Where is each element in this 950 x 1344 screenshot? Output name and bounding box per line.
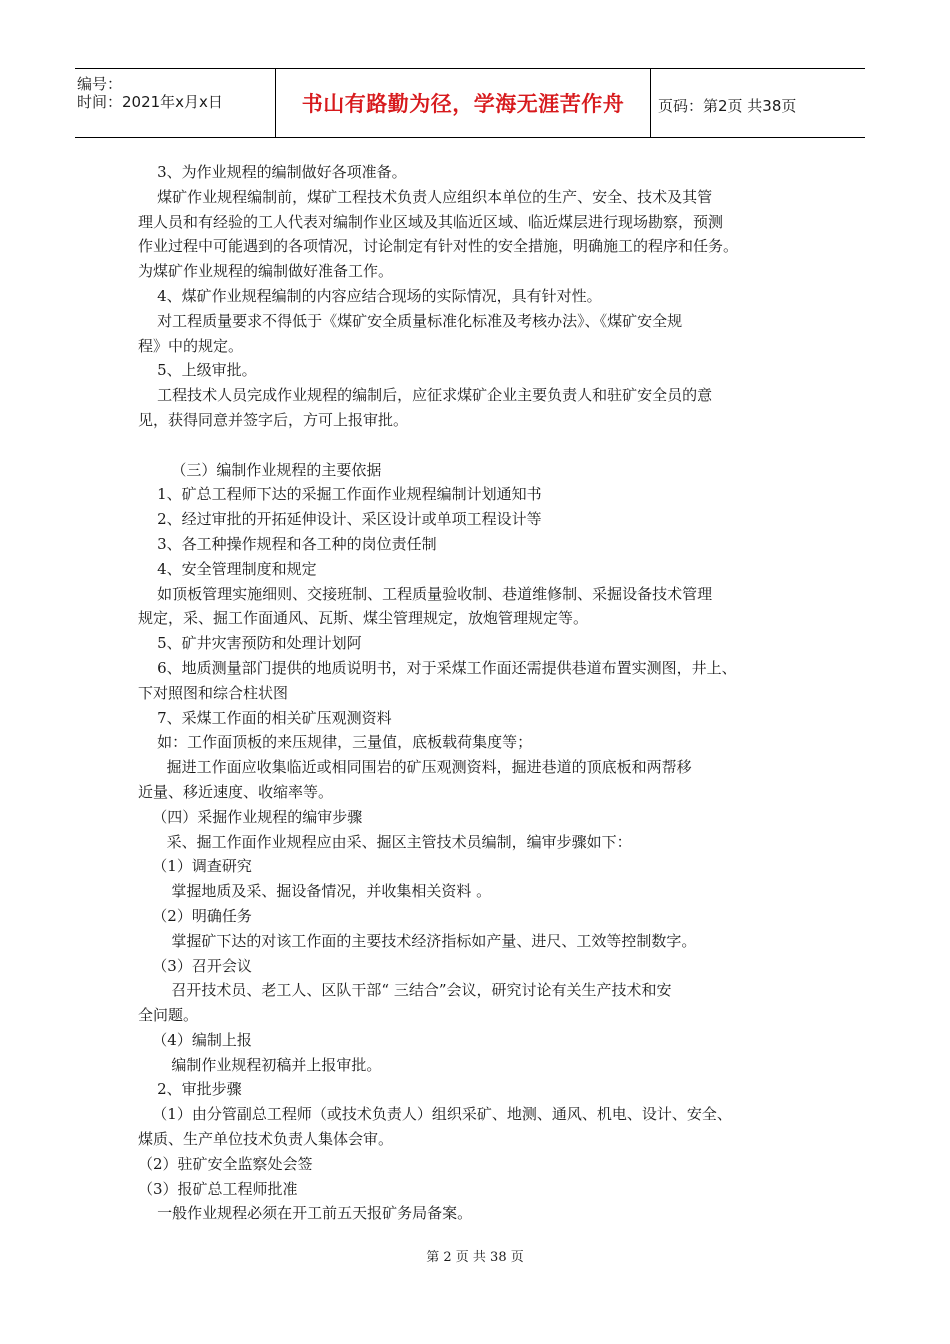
body-line: （3）报矿总工程师批准 [138, 1179, 298, 1198]
body-line: 5、上级审批。 [138, 361, 257, 380]
body-line: （2）驻矿安全监察处会签 [138, 1154, 313, 1173]
body-line: （1）调查研究 [138, 857, 252, 876]
body-line: 3、各工种操作规程和各工种的岗位责任制 [138, 534, 437, 553]
body-line: 作业过程中可能遇到的各项情况，讨论制定有针对性的安全措施，明确施工的程序和任务。 [138, 237, 739, 256]
body-line: 工程技术人员完成作业规程的编制后，应征求煤矿企业主要负责人和驻矿安全员的意 [138, 386, 713, 405]
body-line: 4、煤矿作业规程编制的内容应结合现场的实际情况，具有针对性。 [138, 286, 602, 305]
body-line: 程》中的规定。 [138, 336, 244, 355]
header-left-cell [75, 69, 276, 137]
body-line: 如顶板管理实施细则、交接班制、工程质量验收制、巷道维修制、采掘设备技术管理 [138, 584, 713, 603]
body-line: 掘进工作面应收集临近或相同围岩的矿压观测资料，掘进巷道的顶底板和两帮移 [138, 758, 692, 777]
body-line: （4）编制上报 [138, 1030, 252, 1049]
body-line: 全问题。 [138, 1006, 199, 1025]
body-line: （四）采掘作业规程的编审步骤 [138, 807, 363, 826]
blank-line [138, 433, 828, 458]
body-line: 采、掘工作面作业规程应由采、掘区主管技术员编制，编审步骤如下： [138, 832, 632, 851]
page-footer: 第 2 页 共 38 页 [426, 1250, 524, 1265]
body-line: 7、采煤工作面的相关矿压观测资料 [138, 708, 392, 727]
header-motto: 书山有路勤为径，学海无涯苦作舟 [276, 69, 651, 137]
body-line: 对工程质量要求不得低于《煤矿安全质量标准化标准及考核办法》、《煤矿安全规 [138, 311, 683, 330]
body-line: （2）明确任务 [138, 906, 252, 925]
body-line: （1）由分管副总工程师（或技术负责人）组织采矿、地测、通风、机电、设计、安全、 [138, 1105, 732, 1124]
body-line: 见，获得同意并签字后，方可上报审批。 [138, 410, 409, 429]
body-line: 召开技术员、老工人、区队干部“ 三结合”会议，研究讨论有关生产技术和安 [138, 981, 672, 1000]
body-line: 煤矿作业规程编制前，煤矿工程技术负责人应组织本单位的生产、安全、技术及其管 [138, 187, 713, 206]
body-line: 6、地质测量部门提供的地质说明书，对于采煤工作面还需提供巷道布置实测图，井上、 [138, 658, 737, 677]
body-line: 理人员和有经验的工人代表对编制作业区域及其临近区域、临近煤层进行现场勘察，预测 [138, 212, 724, 231]
body-line: 煤质、生产单位技术负责人集体会审。 [138, 1130, 394, 1149]
document-body [138, 160, 828, 1226]
body-line: （3）召开会议 [138, 956, 252, 975]
body-line: 掌握矿下达的对该工作面的主要技术经济指标如产量、进尺、工效等控制数字。 [138, 931, 697, 950]
header-page-label: 页码：第2页 共38页 [658, 97, 797, 115]
body-line: 2、经过审批的开拓延伸设计、采区设计或单项工程设计等 [138, 510, 542, 529]
body-line: 1、矿总工程师下达的采掘工作面作业规程编制计划通知书 [138, 485, 542, 504]
body-line: 编制作业规程初稿并上报审批。 [138, 1055, 382, 1074]
body-line: 2、审批步骤 [138, 1080, 242, 1099]
body-line: 3、为作业规程的编制做好各项准备。 [138, 163, 407, 181]
body-line: （三）编制作业规程的主要依据 [138, 460, 382, 479]
body-line: 5、矿井灾害预防和处理计划阿 [138, 634, 362, 653]
body-line: 为煤矿作业规程的编制做好准备工作。 [138, 262, 394, 281]
body-line: 规定，采、掘工作面通风、瓦斯、煤尘管理规定，放炮管理规定等。 [138, 609, 589, 628]
body-line: 4、安全管理制度和规定 [138, 559, 317, 578]
body-line: 如：工作面顶板的来压规律，三量值，底板载荷集度等； [138, 733, 533, 752]
body-line: 下对照图和综合柱状图 [138, 683, 289, 702]
body-line: 掌握地质及采、掘设备情况，并收集相关资料 。 [138, 882, 492, 901]
body-line: 一般作业规程必须在开工前五天报矿务局备案。 [138, 1204, 473, 1223]
page-header [75, 68, 865, 138]
document-time-label: 时间：2021年x月x日 [77, 93, 223, 111]
body-line: 近量、移近速度、收缩率等。 [138, 782, 334, 801]
document-number-label: 编号： [77, 75, 123, 93]
